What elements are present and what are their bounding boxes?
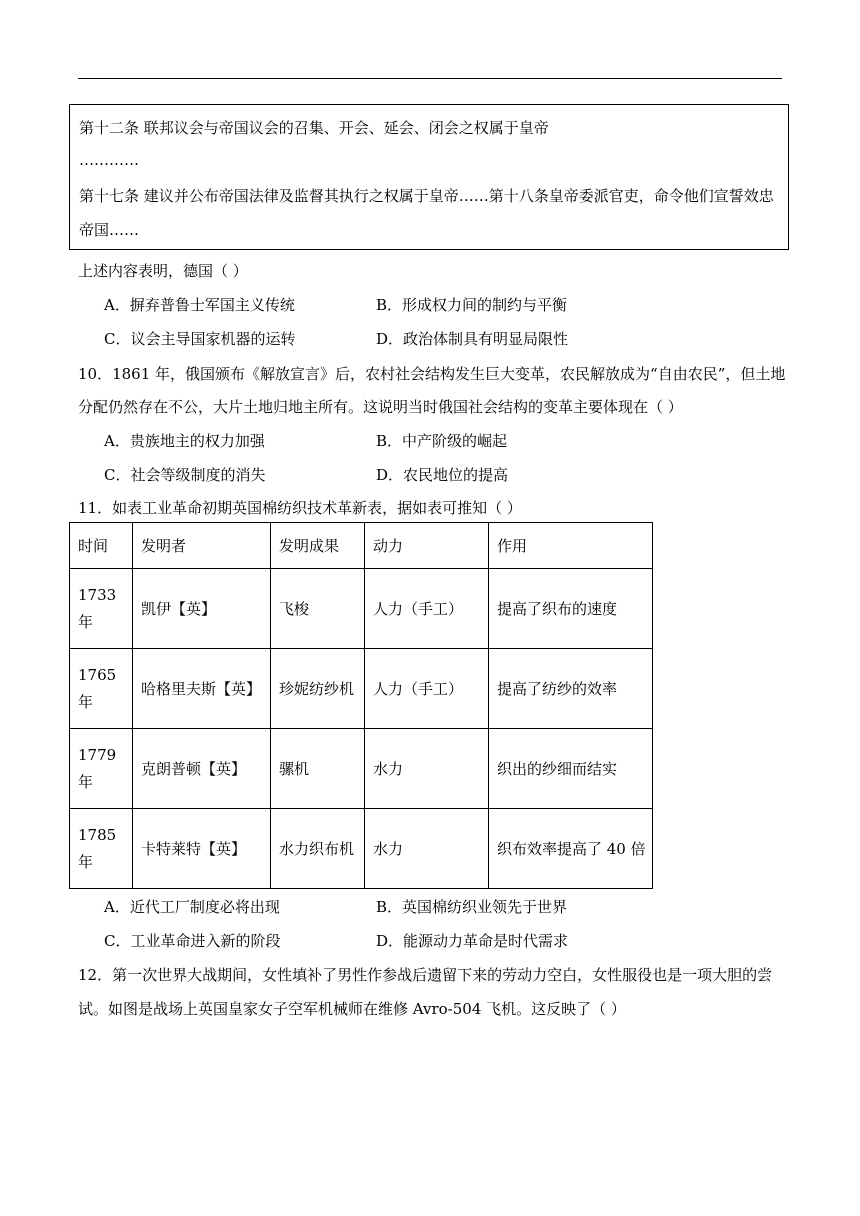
q9-option-b[interactable]: B．形成权力间的制约与平衡 <box>376 296 568 314</box>
cell-effect: 提高了纺纱的效率 <box>489 649 653 729</box>
q10-option-d[interactable]: D．农民地位的提高 <box>376 466 509 484</box>
cell-power: 水力 <box>365 809 489 889</box>
cell-effect: 织布效率提高了 40 倍 <box>489 809 653 889</box>
cell-effect: 织出的纱细而结实 <box>489 729 653 809</box>
q11-option-b[interactable]: B．英国棉纺织业领先于世界 <box>376 898 568 916</box>
q11-option-c[interactable]: C．工业革命进入新的阶段 <box>104 932 281 950</box>
q12-stem-line-1: 12．第一次世界大战期间，女性填补了男性作参战后遗留下来的劳动力空白，女性服役也是一项大胆的尝 <box>78 966 773 984</box>
q12-stem-line-2: 试。如图是战场上英国皇家女子空军机械师在维修 Avro-504 飞机。这反映了（ ） <box>78 1000 626 1018</box>
cell-power: 人力（手工） <box>365 649 489 729</box>
table-row <box>70 649 653 729</box>
q10-option-a[interactable]: A．贵族地主的权力加强 <box>104 432 265 450</box>
header-result: 发明成果 <box>271 523 365 569</box>
q10-option-c[interactable]: C．社会等级制度的消失 <box>104 466 266 484</box>
q9-stem: 上述内容表明，德国（ ） <box>78 262 248 280</box>
table-row <box>70 569 653 649</box>
cell-inventor: 凯伊【英】 <box>133 569 271 649</box>
cell-power: 人力（手工） <box>365 569 489 649</box>
header-rule <box>78 78 782 79</box>
excerpt-ellipsis: ………… <box>79 151 139 169</box>
cell-result: 骡机 <box>271 729 365 809</box>
cell-inventor: 卡特莱特【英】 <box>133 809 271 889</box>
cell-effect: 提高了织布的速度 <box>489 569 653 649</box>
header-effect: 作用 <box>489 523 653 569</box>
q9-option-c[interactable]: C．议会主导国家机器的运转 <box>104 330 296 348</box>
excerpt-line-3: 第十七条 建议并公布帝国法律及监督其执行之权属于皇帝……第十八条皇帝委派官吏，命令他们宣誓效忠 <box>79 187 774 205</box>
table-header-row <box>70 523 653 569</box>
header-power: 动力 <box>365 523 489 569</box>
table-row <box>70 729 653 809</box>
cell-year: 1733 年 <box>70 569 133 649</box>
cell-year: 1785 年 <box>70 809 133 889</box>
source-excerpt-box <box>69 104 789 250</box>
header-time: 时间 <box>70 523 133 569</box>
cell-inventor: 哈格里夫斯【英】 <box>133 649 271 729</box>
q9-option-a[interactable]: A．摒弃普鲁士军国主义传统 <box>104 296 295 314</box>
q10-stem-line-2: 分配仍然存在不公，大片土地归地主所有。这说明当时俄国社会结构的变革主要体现在（ ） <box>78 398 683 416</box>
excerpt-line-1: 第十二条 联邦议会与帝国议会的召集、开会、延会、闭会之权属于皇帝 <box>79 119 549 137</box>
table-row <box>70 809 653 889</box>
cell-power: 水力 <box>365 729 489 809</box>
cell-result: 水力织布机 <box>271 809 365 889</box>
cell-inventor: 克朗普顿【英】 <box>133 729 271 809</box>
q11-option-d[interactable]: D．能源动力革命是时代需求 <box>376 932 569 950</box>
cell-result: 飞梭 <box>271 569 365 649</box>
cell-result: 珍妮纺纱机 <box>271 649 365 729</box>
q10-stem-line-1: 10．1861 年，俄国颁布《解放宣言》后，农村社会结构发生巨大变革，农民解放成为“自由农民”，但土地 <box>78 365 786 383</box>
q9-option-d[interactable]: D．政治体制具有明显局限性 <box>376 330 569 348</box>
q10-option-b[interactable]: B．中产阶级的崛起 <box>376 432 508 450</box>
header-inventor: 发明者 <box>133 523 271 569</box>
cell-year: 1765 年 <box>70 649 133 729</box>
excerpt-line-4: 帝国…… <box>79 221 140 239</box>
q11-option-a[interactable]: A．近代工厂制度必将出现 <box>104 898 280 916</box>
textile-innovation-table <box>69 522 653 889</box>
q11-stem: 11．如表工业革命初期英国棉纺织技术革新表，据如表可推知（ ） <box>78 499 522 517</box>
cell-year: 1779 年 <box>70 729 133 809</box>
